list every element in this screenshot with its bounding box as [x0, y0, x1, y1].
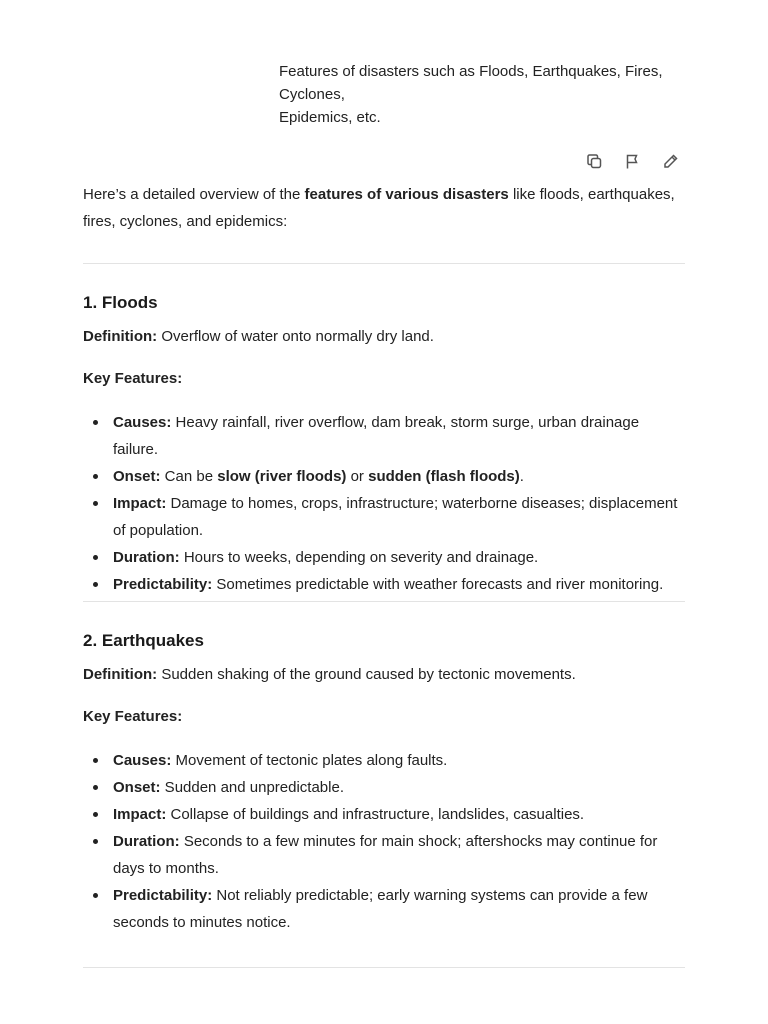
list-item	[113, 490, 685, 544]
onset-text: Sudden and unpredictable.	[160, 779, 344, 796]
onset-label: Onset:	[113, 468, 161, 485]
definition-label: Definition:	[83, 666, 158, 683]
list-item	[113, 774, 685, 801]
onset-end: .	[519, 468, 524, 485]
onset-slow: slow (river floods)	[217, 468, 347, 485]
onset-mid: or	[346, 468, 369, 485]
user-message	[279, 60, 679, 129]
causes-label: Causes:	[113, 752, 172, 769]
divider	[83, 263, 685, 264]
predictability-text: Sometimes predictable with weather forecasts and river monitoring.	[212, 576, 664, 593]
edit-button[interactable]	[658, 150, 682, 172]
features-list	[83, 409, 685, 598]
list-item	[113, 571, 685, 598]
impact-text: Collapse of buildings and infrastructure, landslides, casualties.	[166, 806, 585, 823]
key-features-heading: Key Features:	[83, 370, 183, 387]
list-item	[113, 882, 685, 936]
message-actions	[582, 150, 682, 172]
causes-label: Causes:	[113, 414, 172, 431]
duration-label: Duration:	[113, 833, 180, 850]
section-title: 2. Earthquakes	[83, 631, 204, 650]
list-item	[113, 544, 685, 571]
list-item	[113, 801, 685, 828]
copy-button[interactable]	[582, 150, 606, 172]
causes-text: Movement of tectonic plates along faults.	[171, 752, 448, 769]
earthquakes-section	[83, 629, 685, 936]
onset-label: Onset:	[113, 779, 161, 796]
definition	[83, 325, 685, 349]
predictability-text: Not reliably predictable; early warning systems can provide a few seconds to minutes notice.	[113, 887, 648, 931]
duration-text: Hours to weeks, depending on severity and drainage.	[179, 549, 539, 566]
list-item	[113, 828, 685, 882]
user-message-line-2: Cyclones,	[279, 86, 345, 103]
impact-text: Damage to homes, crops, infrastructure; waterborne diseases; displacement of population.	[113, 495, 678, 539]
user-message-line-3: Epidemics, etc.	[279, 109, 381, 126]
duration-label: Duration:	[113, 549, 180, 566]
flag-icon	[624, 153, 641, 170]
causes-text: Heavy rainfall, river overflow, dam break, storm surge, urban drainage failure.	[113, 414, 640, 458]
intro-text-end: like floods, earthquakes, fires, cyclones, and epidemics:	[83, 186, 675, 230]
divider	[83, 967, 685, 968]
section-title: 1. Floods	[83, 293, 158, 312]
list-item	[113, 747, 685, 774]
user-message-line-1: Features of disasters such as Floods, Earthquakes, Fires,	[279, 63, 663, 80]
impact-label: Impact:	[113, 806, 167, 823]
duration-text: Seconds to a few minutes for main shock; aftershocks may continue for days to months.	[113, 833, 658, 877]
predictability-label: Predictability:	[113, 576, 213, 593]
pencil-icon	[662, 153, 679, 170]
definition-label: Definition:	[83, 328, 158, 345]
features-list	[83, 747, 685, 936]
list-item	[113, 409, 685, 463]
definition-text: Sudden shaking of the ground caused by tectonic movements.	[157, 666, 576, 683]
predictability-label: Predictability:	[113, 887, 213, 904]
definition-text: Overflow of water onto normally dry land.	[157, 328, 434, 345]
divider	[83, 601, 685, 602]
copy-icon	[586, 153, 603, 170]
list-item	[113, 463, 685, 490]
floods-section	[83, 291, 685, 598]
definition	[83, 663, 685, 687]
onset-sudden: sudden (flash floods)	[368, 468, 520, 485]
intro-text-start: Here’s a detailed overview of the	[83, 186, 305, 203]
onset-pre: Can be	[160, 468, 218, 485]
intro-paragraph	[83, 181, 683, 235]
key-features-heading: Key Features:	[83, 708, 183, 725]
impact-label: Impact:	[113, 495, 167, 512]
flag-button[interactable]	[620, 150, 644, 172]
intro-bold: features of various disasters	[304, 186, 509, 203]
